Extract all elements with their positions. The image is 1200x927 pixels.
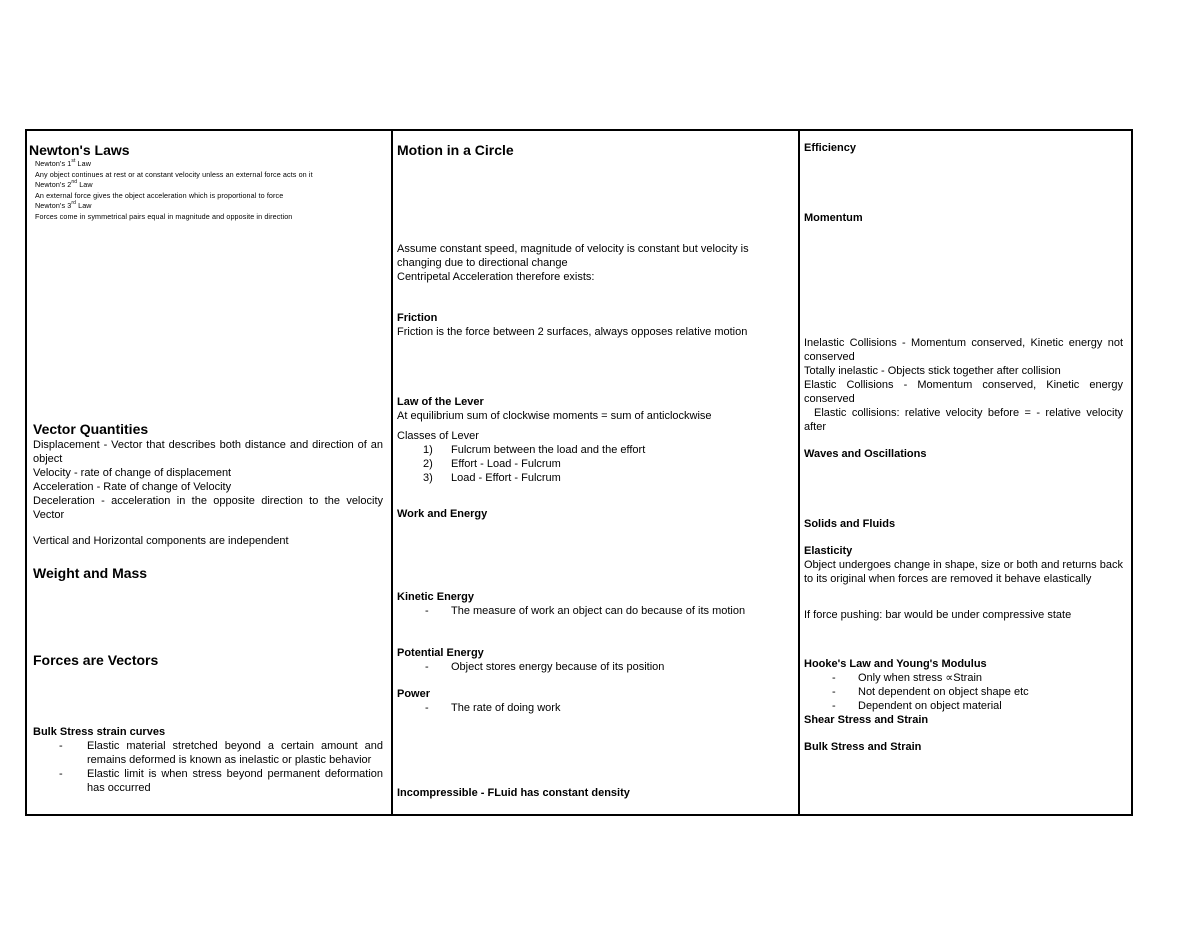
vector-quantities-title: Vector Quantities: [33, 421, 149, 437]
lever-classes-label: Classes of Lever: [397, 430, 479, 442]
vector-line-3: Acceleration - Rate of change of Velocity: [33, 481, 232, 493]
dash-marker: -: [832, 672, 836, 684]
vector-line-1: Displacement - Vector that describes both distance and direction of an object: [33, 439, 383, 465]
vector-line-5: Vertical and Horizontal components are independent: [33, 535, 289, 547]
list-item: [397, 660, 790, 674]
dash-marker: -: [425, 605, 429, 617]
hooke-item-3: Dependent on object material: [858, 700, 1002, 712]
vector-line-2: Velocity - rate of change of displacement: [33, 467, 232, 479]
bulk-curves-title: Bulk Stress strain curves: [33, 726, 166, 738]
law2-label: Newton's 2: [35, 180, 72, 190]
lever-text: At equilibrium sum of clockwise moments = sum of anticlockwise: [397, 410, 712, 422]
law2-sup: nd: [71, 179, 78, 186]
forces-vectors-section: [33, 652, 383, 669]
motion-circle-text-1: Assume constant speed, magnitude of velocity is constant but velocity is changing due to directional change: [397, 243, 749, 269]
dash-marker: -: [59, 740, 63, 752]
kinetic-title: Kinetic Energy: [397, 591, 475, 603]
waves-section: [804, 447, 1123, 461]
list-item: [397, 443, 790, 457]
list-item: [804, 699, 1123, 713]
work-energy-section: [397, 507, 790, 521]
hooke-section: [804, 657, 1123, 754]
bulk-curve-item-2: Elastic limit is when stress beyond permanent deformation has occurred: [87, 768, 383, 794]
weight-mass-title: Weight and Mass: [33, 565, 148, 581]
efficiency-title: Efficiency: [804, 142, 856, 154]
bulk-curves-list: [33, 739, 383, 795]
lever-title: Law of the Lever: [397, 396, 484, 408]
efficiency-section: [804, 141, 1123, 155]
list-number: 1): [423, 444, 433, 456]
solids-title: Solids and Fluids: [804, 518, 896, 530]
motion-circle-title: Motion in a Circle: [397, 142, 514, 158]
power-item: The rate of doing work: [451, 702, 561, 714]
column-right: [798, 131, 1131, 814]
lever-class-3: Load - Effort - Fulcrum: [451, 472, 561, 484]
law1-suffix: Law: [75, 159, 92, 168]
list-item: [397, 604, 790, 618]
potential-section: [397, 646, 790, 674]
friction-title: Friction: [397, 312, 438, 324]
list-number: 3): [423, 472, 433, 484]
elasticity-section: [804, 544, 1123, 622]
column-left: [27, 131, 393, 814]
list-item: [33, 767, 383, 795]
power-list: [397, 701, 790, 715]
law1-sup: st: [71, 158, 76, 164]
lever-class-2: Effort - Load - Fulcrum: [451, 458, 561, 470]
list-item: [397, 457, 790, 471]
lever-section: [397, 395, 790, 485]
momentum-body: [804, 336, 1123, 434]
dash-marker: -: [425, 702, 429, 714]
shear-title: Shear Stress and Strain: [804, 714, 929, 726]
hooke-item-1: Only when stress ∝Strain: [858, 672, 983, 684]
law3-text: Forces come in symmetrical pairs equal in magnitude and opposite in direction: [35, 211, 293, 221]
bulk-curves-section: [33, 725, 383, 795]
potential-title: Potential Energy: [397, 647, 484, 659]
bulk-title: Bulk Stress and Strain: [804, 741, 922, 753]
friction-section: [397, 311, 790, 339]
potential-list: [397, 660, 790, 674]
incompressible-text: Incompressible - FLuid has constant density: [397, 787, 630, 799]
dash-marker: -: [425, 661, 429, 673]
list-item: [397, 701, 790, 715]
incompressible-section: [397, 786, 790, 800]
momentum-line-1: Inelastic Collisions - Momentum conserved, Kinetic energy not conserved: [804, 337, 1123, 363]
list-item: [804, 685, 1123, 699]
hooke-title: Hooke's Law and Young's Modulus: [804, 658, 987, 670]
list-item: [804, 671, 1123, 685]
law3-label: Newton's 3: [35, 201, 72, 211]
hooke-item-2: Not dependent on object shape etc: [858, 686, 1029, 698]
motion-circle-section: [397, 142, 790, 159]
law2-suffix: Law: [77, 180, 93, 190]
elasticity-text: Object undergoes change in shape, size or both and returns back to its original when forces are removed it behave elastically: [804, 559, 1123, 585]
bulk-curve-item-1: Elastic material stretched beyond a certain amount and remains deformed is known as inelastic or plastic behavior: [87, 740, 383, 766]
vector-line-4: Deceleration - acceleration in the opposite direction to the velocity Vector: [33, 495, 383, 521]
power-title: Power: [397, 688, 431, 700]
kinetic-section: [397, 590, 790, 618]
lever-classes-list: [397, 443, 790, 485]
momentum-line-3: Elastic Collisions - Momentum conserved, Kinetic energy conserved: [804, 379, 1123, 405]
momentum-line-4: Elastic collisions: relative velocity before = - relative velocity after: [804, 407, 1123, 433]
list-item: [397, 471, 790, 485]
kinetic-list: [397, 604, 790, 618]
dash-marker: -: [832, 700, 836, 712]
newtons-laws-section: [29, 142, 383, 223]
momentum-line-2: Totally inelastic - Objects stick together after collision: [804, 365, 1061, 377]
list-item: [33, 739, 383, 767]
column-middle: [391, 131, 800, 814]
momentum-title: Momentum: [804, 212, 863, 224]
law3-sup: rd: [71, 200, 76, 207]
newtons-laws-body: [29, 159, 383, 223]
lever-class-1: Fulcrum between the load and the effort: [451, 444, 646, 456]
motion-circle-body: [397, 242, 790, 284]
work-energy-title: Work and Energy: [397, 508, 488, 520]
law1-label: Newton's 1: [35, 159, 72, 168]
dash-marker: -: [832, 686, 836, 698]
law1-text: Any object continues at rest or at constant velocity unless an external force acts on it: [35, 169, 313, 179]
power-section: [397, 687, 790, 715]
momentum-section: [804, 211, 1123, 225]
weight-mass-section: [33, 565, 383, 582]
newtons-laws-title: Newton's Laws: [29, 142, 130, 158]
dash-marker: -: [59, 768, 63, 780]
forces-vectors-title: Forces are Vectors: [33, 652, 159, 668]
vector-quantities-section: [33, 421, 383, 548]
elasticity-text-2: If force pushing: bar would be under compressive state: [804, 609, 1072, 621]
waves-title: Waves and Oscillations: [804, 448, 927, 460]
list-number: 2): [423, 458, 433, 470]
notes-sheet: [25, 129, 1133, 816]
elasticity-title: Elasticity: [804, 545, 853, 557]
law3-suffix: Law: [76, 201, 92, 211]
law2-text: An external force gives the object acceleration which is proportional to force: [35, 190, 284, 200]
potential-item: Object stores energy because of its position: [451, 661, 665, 673]
friction-text: Friction is the force between 2 surfaces, always opposes relative motion: [397, 326, 748, 338]
motion-circle-text-2: Centripetal Acceleration therefore exists:: [397, 271, 595, 283]
kinetic-item: The measure of work an object can do because of its motion: [451, 605, 746, 617]
solids-section: [804, 517, 1123, 531]
hooke-list: [804, 671, 1123, 713]
